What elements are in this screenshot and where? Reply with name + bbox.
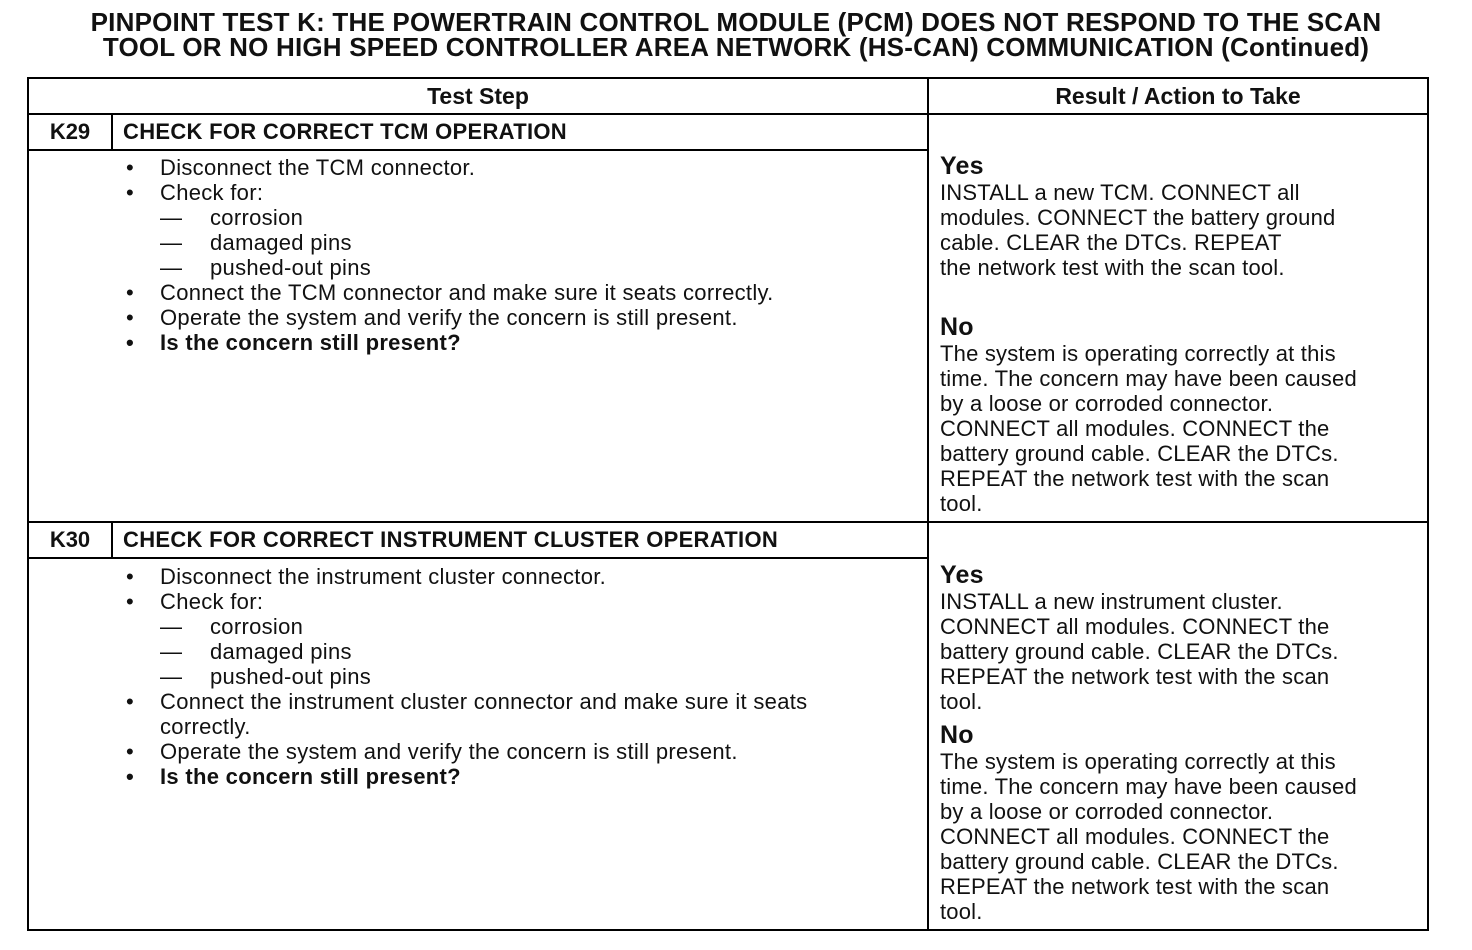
- pinpoint-test-table: [27, 77, 1429, 931]
- bullet-icon: •: [125, 155, 134, 180]
- list-item: • Operate the system and verify the concern is still present.: [160, 305, 774, 330]
- dash-icon: —: [160, 230, 183, 255]
- dash-icon: —: [160, 614, 183, 639]
- bullet-icon: •: [125, 280, 134, 305]
- bullet-icon: •: [125, 180, 134, 205]
- list-subitem: — pushed-out pins: [160, 255, 372, 280]
- dash-icon: —: [160, 205, 183, 230]
- list-subitem: — damaged pins: [160, 230, 352, 255]
- k29-title-divider: [29, 149, 927, 151]
- result-no-label: No: [940, 721, 974, 749]
- bullet-icon: •: [125, 305, 134, 330]
- dash-icon: —: [160, 639, 183, 664]
- list-subitem: — pushed-out pins: [160, 664, 372, 689]
- list-item: • Connect the instrument cluster connector and make sure it seats: [160, 689, 807, 714]
- step-id-k30: K30: [49, 527, 91, 552]
- page-title: [24, 7, 1448, 62]
- bullet-icon: •: [125, 564, 134, 589]
- step-title-k29: CHECK FOR CORRECT TCM OPERATION: [123, 119, 567, 144]
- dash-icon: —: [160, 664, 183, 689]
- result-no-text: The system is operating correctly at this time. The concern may have been caused by a loose or corroded connector. CONNECT all modules. CONNECT the battery ground cable. CLEAR the DTCs. REPEAT the network test with the scan tool.: [940, 749, 1357, 924]
- list-item-question: • Is the concern still present?: [160, 764, 807, 789]
- list-item: • Disconnect the instrument cluster connector.: [160, 564, 807, 589]
- step-list-k29: [125, 155, 774, 355]
- result-yes-text: INSTALL a new TCM. CONNECT all modules. CONNECT the battery ground cable. CLEAR the DTCs. REPEAT the network test with the scan tool.: [940, 180, 1336, 280]
- bullet-icon: •: [125, 764, 134, 789]
- result-yes-text: INSTALL a new instrument cluster. CONNECT all modules. CONNECT the battery ground cable. CLEAR the DTCs. REPEAT the network test with the scan tool.: [940, 589, 1339, 714]
- result-k29: [940, 153, 1357, 516]
- dash-icon: —: [160, 255, 183, 280]
- result-yes-label: Yes: [940, 152, 984, 180]
- result-k30: [940, 562, 1357, 924]
- list-item: • Check for:: [160, 589, 807, 614]
- list-item: • Connect the TCM connector and make sure it seats correctly.: [160, 280, 774, 305]
- result-no-label: No: [940, 313, 974, 341]
- header-result-action: Result / Action to Take: [1055, 83, 1301, 109]
- bullet-icon: •: [125, 739, 134, 764]
- step-id-k29: K29: [49, 119, 91, 144]
- list-item: • Operate the system and verify the concern is still present.: [160, 739, 807, 764]
- bullet-icon: •: [125, 330, 134, 355]
- list-item: • Check for:: [160, 180, 774, 205]
- list-subitem: — damaged pins: [160, 639, 352, 664]
- list-item-continuation: correctly.: [160, 714, 251, 739]
- page-title-line-2: TOOL OR NO HIGH SPEED CONTROLLER AREA NETWORK (HS-CAN) COMMUNICATION (Continued): [102, 32, 1370, 62]
- page-title-line-1: PINPOINT TEST K: THE POWERTRAIN CONTROL MODULE (PCM) DOES NOT RESPOND TO THE SCAN: [90, 7, 1382, 37]
- header-test-step: Test Step: [427, 83, 529, 109]
- column-divider: [927, 79, 929, 929]
- bullet-icon: •: [125, 689, 134, 714]
- list-subitem: — corrosion: [160, 614, 304, 639]
- k30-id-divider: [111, 523, 113, 558]
- result-yes-label: Yes: [940, 561, 984, 589]
- list-item: • Disconnect the TCM connector.: [160, 155, 774, 180]
- result-no-text: The system is operating correctly at this time. The concern may have been caused by a loose or corroded connector. CONNECT all modules. CONNECT the battery ground cable. CLEAR the DTCs. REPEAT the network test with the scan tool.: [940, 341, 1357, 516]
- step-title-k30: CHECK FOR CORRECT INSTRUMENT CLUSTER OPERATION: [123, 527, 779, 552]
- step-list-k30: [125, 564, 808, 789]
- bullet-icon: •: [125, 589, 134, 614]
- list-subitem: — corrosion: [160, 205, 304, 230]
- k30-title-divider: [29, 557, 927, 559]
- list-item-question: • Is the concern still present?: [160, 330, 774, 355]
- k29-id-divider: [111, 115, 113, 150]
